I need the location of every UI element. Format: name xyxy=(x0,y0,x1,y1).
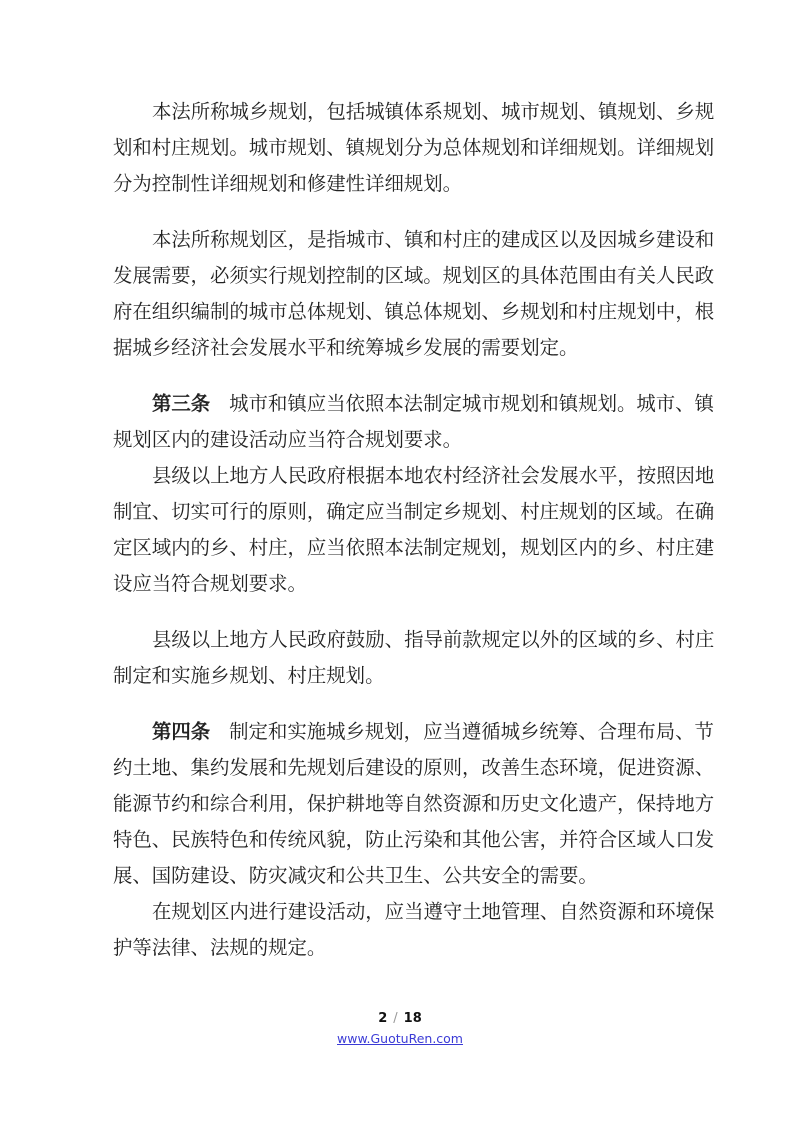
article-heading: 第四条 xyxy=(152,720,211,743)
article-heading: 第三条 xyxy=(152,392,211,415)
document-body xyxy=(113,94,715,966)
page-number xyxy=(0,1011,800,1026)
article-3 xyxy=(113,386,714,458)
text-line: 制定和实施乡规划、村庄规划。 xyxy=(113,664,385,687)
text-line xyxy=(113,714,714,750)
article-4 xyxy=(113,714,715,894)
text-line: 本法所称城乡规划，包括城镇体系规划、城市规划、镇规划、乡规 xyxy=(152,100,715,123)
text-line: 设应当符合规划要求。 xyxy=(113,572,307,595)
page-separator: / xyxy=(393,1011,398,1026)
text-line: 规划区内的建设活动应当符合规划要求。 xyxy=(113,428,463,451)
text-line: 划和村庄规划。城市规划、镇规划分为总体规划和详细规划。详细规划 xyxy=(113,136,715,159)
page-total: 18 xyxy=(403,1011,422,1026)
text-line: 本法所称规划区，是指城市、镇和村庄的建成区以及因城乡建设和 xyxy=(152,228,715,251)
paragraph xyxy=(113,94,715,202)
text-line: 府在组织编制的城市总体规划、镇总体规划、乡规划和村庄规划中，根 xyxy=(113,300,715,323)
text-line: 在规划区内进行建设活动，应当遵守土地管理、自然资源和环境保 xyxy=(152,900,715,923)
text-line: 县级以上地方人民政府鼓励、指导前款规定以外的区域的乡、村庄 xyxy=(152,628,715,651)
text-line: 特色、民族特色和传统风貌，防止污染和其他公害，并符合区域人口发 xyxy=(113,828,715,851)
text-line: 发展需要，必须实行规划控制的区域。规划区的具体范围由有关人民政 xyxy=(113,264,715,287)
paragraph xyxy=(113,894,715,966)
text-line xyxy=(113,386,714,422)
text-line: 定区域内的乡、村庄，应当依照本法制定规划，规划区内的乡、村庄建 xyxy=(113,536,715,559)
text-line: 护等法律、法规的规定。 xyxy=(113,936,327,959)
page-current: 2 xyxy=(378,1011,388,1026)
text-line: 据城乡经济社会发展水平和统筹城乡发展的需要划定。 xyxy=(113,336,579,359)
text-line-content: 制定和实施城乡规划，应当遵循城乡统筹、合理布局、节 xyxy=(229,720,714,743)
text-line: 县级以上地方人民政府根据本地农村经济社会发展水平，按照因地 xyxy=(152,464,715,487)
paragraph xyxy=(113,222,715,366)
text-line: 分为控制性详细规划和修建性详细规划。 xyxy=(113,172,463,195)
text-line: 展、国防建设、防灾减灾和公共卫生、公共安全的需要。 xyxy=(113,864,598,887)
text-line: 能源节约和综合利用，保护耕地等自然资源和历史文化遗产，保持地方 xyxy=(113,792,715,815)
text-line-content: 城市和镇应当依照本法制定城市规划和镇规划。城市、镇 xyxy=(229,392,714,415)
text-line: 约土地、集约发展和先规划后建设的原则，改善生态环境，促进资源、 xyxy=(113,756,715,779)
website-link[interactable]: www.GuotuRen.com xyxy=(337,1031,463,1046)
paragraph xyxy=(113,458,715,602)
text-line: 制宜、切实可行的原则，确定应当制定乡规划、村庄规划的区域。在确 xyxy=(113,500,715,523)
paragraph xyxy=(113,622,715,694)
